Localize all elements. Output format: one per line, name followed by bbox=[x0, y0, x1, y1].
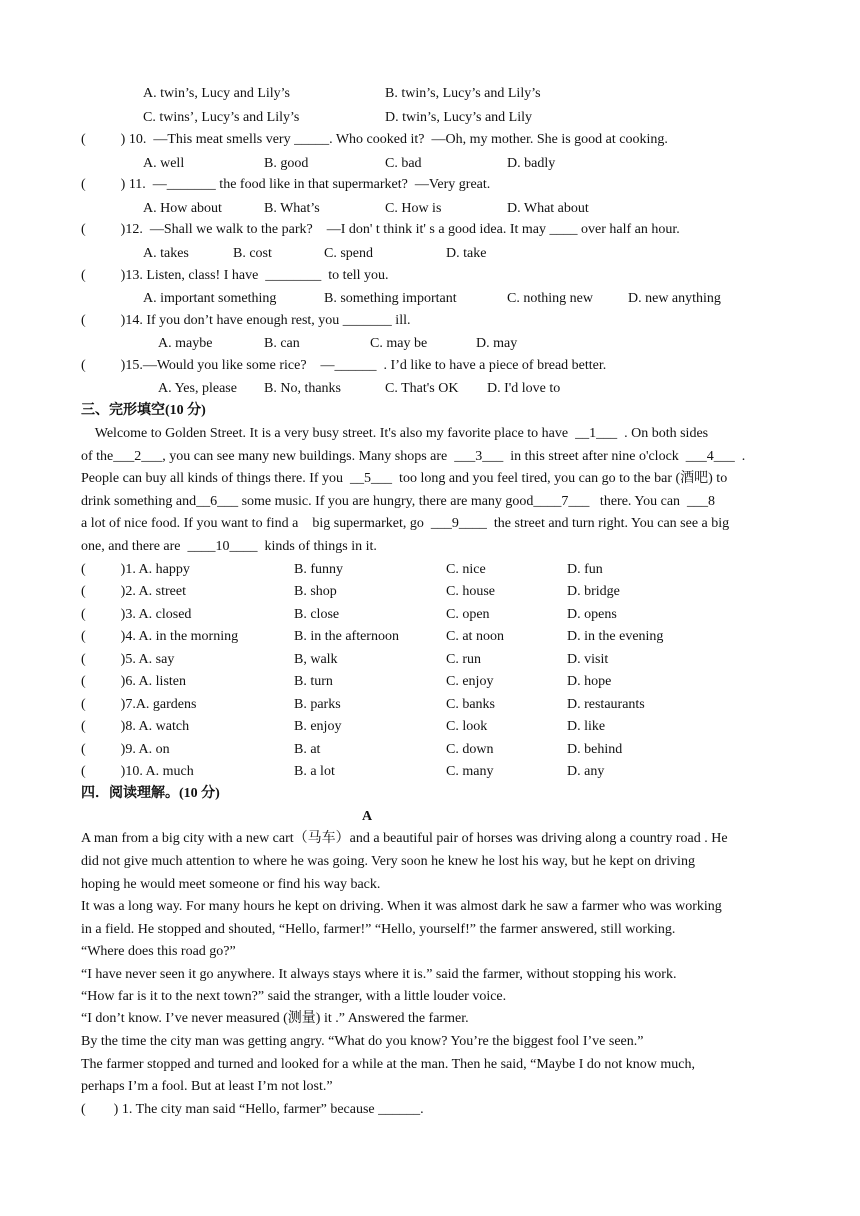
q11-stem: ( ) 11. —_______ the food like in that supermarket? —Very great. bbox=[81, 177, 491, 192]
cloze-q5-option-c: C. run bbox=[446, 652, 481, 667]
q13-stem: ( )13. Listen, class! I have ________ to tell you. bbox=[81, 268, 389, 283]
q10-option-a: A. well bbox=[143, 156, 185, 171]
q12-option-d: D. take bbox=[446, 246, 487, 261]
cloze-q5-option-a: ( )5. A. say bbox=[81, 652, 175, 667]
q10-option-c: C. bad bbox=[385, 156, 422, 171]
cloze-q1-option-a: ( )1. A. happy bbox=[81, 562, 190, 577]
cloze-q10-option-b: B. a lot bbox=[294, 764, 335, 779]
q11-option-b: B. What’s bbox=[264, 201, 320, 216]
cloze-q5-option-d: D. visit bbox=[567, 652, 609, 667]
cloze-q4-option-b: B. in the afternoon bbox=[294, 629, 399, 644]
cloze-passage-line: People can buy all kinds of things there. If you __5___ too long and you feel tired, you can go to the bar (酒吧) to bbox=[81, 471, 728, 486]
q9-option-a: A. twin’s, Lucy and Lily’s bbox=[143, 86, 290, 101]
reading-paragraph-line: By the time the city man was getting angry. “What do you know? You’re the biggest fool I’ve seen.” bbox=[81, 1034, 644, 1049]
cloze-q10-option-d: D. any bbox=[567, 764, 605, 779]
q12-stem: ( )12. —Shall we walk to the park? —I don' t think it' s a good idea. It may ____ over half an hour. bbox=[81, 222, 680, 237]
cloze-q9-option-a: ( )9. A. on bbox=[81, 742, 170, 757]
reading-paragraph-line: “How far is it to the next town?” said the stranger, with a little louder voice. bbox=[81, 989, 507, 1004]
q13-option-a: A. important something bbox=[143, 291, 277, 306]
cloze-passage-line: a lot of nice food. If you want to find a big supermarket, go ___9____ the street and turn right. You can see a big bbox=[81, 516, 730, 531]
cloze-section-title: 三、完形填空(10 分) bbox=[81, 403, 206, 418]
cloze-q9-option-c: C. down bbox=[446, 742, 494, 757]
cloze-q7-option-a: ( )7.A. gardens bbox=[81, 697, 197, 712]
cloze-q10-option-a: ( )10. A. much bbox=[81, 764, 194, 779]
cloze-q4-option-c: C. at noon bbox=[446, 629, 504, 644]
q14-option-b: B. can bbox=[264, 336, 300, 351]
q14-option-c: C. may be bbox=[370, 336, 428, 351]
q11-option-d: D. What about bbox=[507, 201, 589, 216]
reading-paragraph-line: hoping he would meet someone or find his way back. bbox=[81, 877, 381, 892]
q13-option-c: C. nothing new bbox=[507, 291, 593, 306]
reading-passage-label: A bbox=[362, 809, 373, 824]
cloze-passage-line: drink something and__6___ some music. If you are hungry, there are many good____7___ there. You can ___8 bbox=[81, 494, 716, 509]
q15-option-d: D. I'd love to bbox=[487, 381, 561, 396]
q10-stem: ( ) 10. —This meat smells very _____. Who cooked it? —Oh, my mother. She is good at cooking. bbox=[81, 132, 668, 147]
q15-option-b: B. No, thanks bbox=[264, 381, 341, 396]
cloze-q6-option-c: C. enjoy bbox=[446, 674, 494, 689]
cloze-q7-option-c: C. banks bbox=[446, 697, 495, 712]
cloze-passage-line: Welcome to Golden Street. It is a very busy street. It's also my favorite place to have __1___ . On both sides bbox=[81, 426, 709, 441]
reading-paragraph-line: did not give much attention to where he was going. Very soon he knew he lost his way, but he kept on driving bbox=[81, 854, 695, 869]
reading-paragraph-line: The farmer stopped and turned and looked for a while at the man. Then he said, “Maybe I do not know much, bbox=[81, 1057, 696, 1072]
reading-paragraph-line: perhaps I’m a fool. But at least I’m not lost.” bbox=[81, 1079, 333, 1094]
reading-paragraph-line: “I have never seen it go anywhere. It always stays where it is.” said the farmer, without stopping his work. bbox=[81, 967, 677, 982]
reading-paragraph-line: in a field. He stopped and shouted, “Hello, farmer!” “Hello, yourself!” the farmer answered, still working. bbox=[81, 922, 676, 937]
reading-question-1: ( ) 1. The city man said “Hello, farmer” because ______. bbox=[81, 1102, 424, 1117]
cloze-q3-option-a: ( )3. A. closed bbox=[81, 607, 192, 622]
cloze-passage-line: one, and there are ____10____ kinds of things in it. bbox=[81, 539, 377, 554]
q11-option-a: A. How about bbox=[143, 201, 222, 216]
cloze-q6-option-d: D. hope bbox=[567, 674, 612, 689]
cloze-q1-option-d: D. fun bbox=[567, 562, 603, 577]
reading-section-title: 四．阅读理解。(10 分) bbox=[81, 786, 220, 801]
reading-paragraph-line: A man from a big city with a new cart（马车）and a beautiful pair of horses was driving along a country road . He bbox=[81, 831, 728, 846]
q14-option-a: A. maybe bbox=[158, 336, 213, 351]
cloze-q2-option-b: B. shop bbox=[294, 584, 337, 599]
q10-option-b: B. good bbox=[264, 156, 309, 171]
q13-option-b: B. something important bbox=[324, 291, 457, 306]
cloze-q2-option-d: D. bridge bbox=[567, 584, 620, 599]
q15-stem: ( )15.—Would you like some rice? —______ . I’d like to have a piece of bread better. bbox=[81, 358, 607, 373]
cloze-q6-option-a: ( )6. A. listen bbox=[81, 674, 186, 689]
cloze-q8-option-c: C. look bbox=[446, 719, 488, 734]
cloze-q8-option-b: B. enjoy bbox=[294, 719, 342, 734]
q15-option-a: A. Yes, please bbox=[158, 381, 237, 396]
cloze-q4-option-d: D. in the evening bbox=[567, 629, 664, 644]
cloze-q3-option-d: D. opens bbox=[567, 607, 617, 622]
cloze-q3-option-b: B. close bbox=[294, 607, 340, 622]
cloze-q6-option-b: B. turn bbox=[294, 674, 333, 689]
cloze-q4-option-a: ( )4. A. in the morning bbox=[81, 629, 239, 644]
cloze-q10-option-c: C. many bbox=[446, 764, 494, 779]
q12-option-b: B. cost bbox=[233, 246, 272, 261]
cloze-q7-option-b: B. parks bbox=[294, 697, 341, 712]
q9-option-d: D. twin’s, Lucy’s and Lily bbox=[385, 110, 532, 125]
q14-option-d: D. may bbox=[476, 336, 518, 351]
q12-option-c: C. spend bbox=[324, 246, 373, 261]
cloze-q7-option-d: D. restaurants bbox=[567, 697, 645, 712]
cloze-q8-option-d: D. like bbox=[567, 719, 606, 734]
cloze-q1-option-b: B. funny bbox=[294, 562, 343, 577]
q9-option-c: C. twins’, Lucy’s and Lily’s bbox=[143, 110, 300, 125]
cloze-q8-option-a: ( )8. A. watch bbox=[81, 719, 190, 734]
q10-option-d: D. badly bbox=[507, 156, 556, 171]
reading-paragraph-line: “I don’t know. I’ve never measured (测量) it .” Answered the farmer. bbox=[81, 1011, 469, 1026]
cloze-q2-option-a: ( )2. A. street bbox=[81, 584, 186, 599]
cloze-q1-option-c: C. nice bbox=[446, 562, 486, 577]
q12-option-a: A. takes bbox=[143, 246, 189, 261]
reading-paragraph-line: It was a long way. For many hours he kept on driving. When it was almost dark he saw a farmer who was working bbox=[81, 899, 722, 914]
reading-paragraph-line: “Where does this road go?” bbox=[81, 944, 236, 959]
q14-stem: ( )14. If you don’t have enough rest, you _______ ill. bbox=[81, 313, 411, 328]
cloze-q2-option-c: C. house bbox=[446, 584, 495, 599]
cloze-q5-option-b: B, walk bbox=[294, 652, 338, 667]
q13-option-d: D. new anything bbox=[628, 291, 721, 306]
q9-option-b: B. twin’s, Lucy’s and Lily’s bbox=[385, 86, 541, 101]
cloze-passage-line: of the___2___, you can see many new buildings. Many shops are ___3___ in this street after nine o'clock ___4___ . bbox=[81, 449, 746, 464]
cloze-q9-option-b: B. at bbox=[294, 742, 321, 757]
cloze-q3-option-c: C. open bbox=[446, 607, 490, 622]
cloze-q9-option-d: D. behind bbox=[567, 742, 623, 757]
q15-option-c: C. That's OK bbox=[385, 381, 459, 396]
q11-option-c: C. How is bbox=[385, 201, 442, 216]
